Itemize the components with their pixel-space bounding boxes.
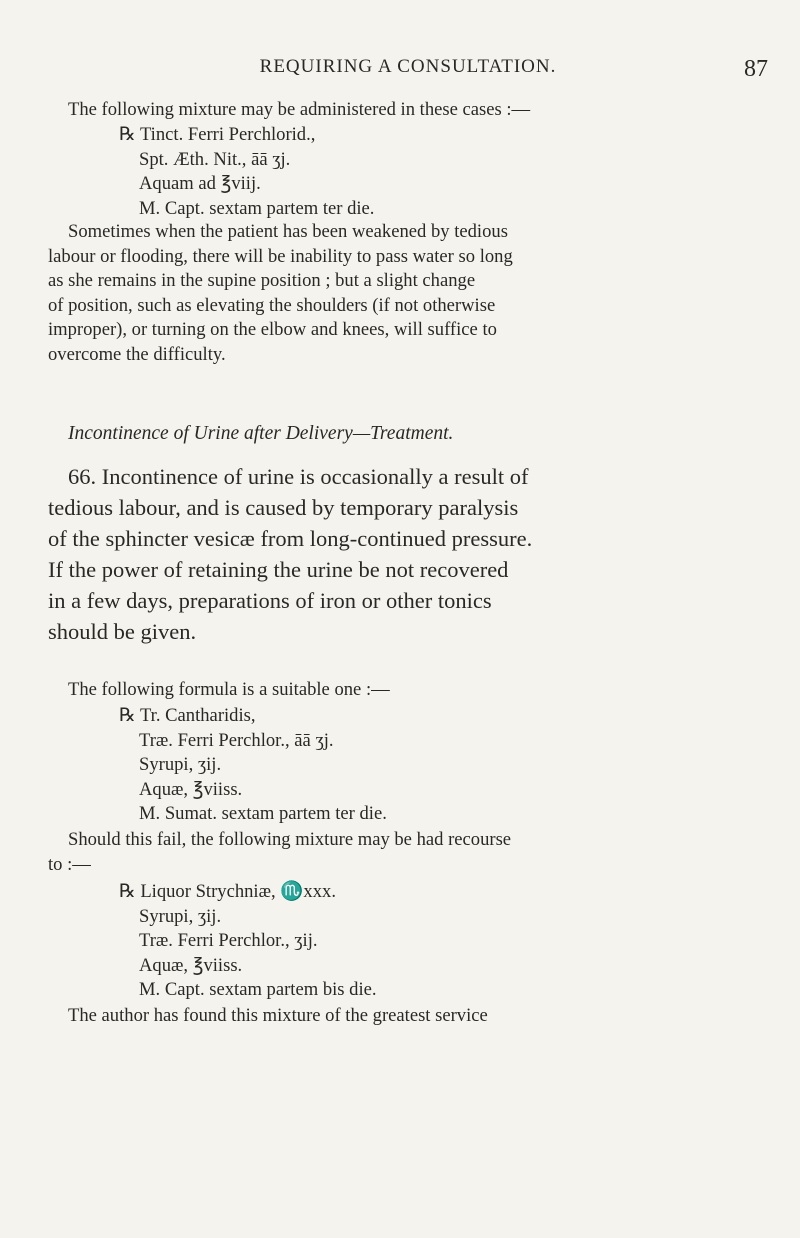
text-line: The following mixture may be administered in these cases :— xyxy=(68,99,531,120)
prescription-line: Syrupi, ʒij. xyxy=(139,905,222,927)
prescription-3 xyxy=(48,880,768,1003)
prescription-line: ℞ Tinct. Ferri Perchlorid., xyxy=(119,124,316,145)
text-line: The following formula is a suitable one :— xyxy=(68,679,390,700)
section-heading-block xyxy=(48,422,768,447)
prescription-line: Syrupi, ʒij. xyxy=(139,754,222,775)
prescription-line: M. Sumat. sextam partem ter die. xyxy=(139,803,387,824)
running-head: REQUIRING A CONSULTATION. xyxy=(259,56,557,77)
page-number: 87 xyxy=(744,56,768,82)
text-line: 66. Incontinence of urine is occasionally a result of xyxy=(68,464,529,489)
text-line: Sometimes when the patient has been weakened by tedious xyxy=(68,221,508,242)
prescription-line: M. Capt. sextam partem bis die. xyxy=(139,979,377,1000)
prescription-line: M. Capt. sextam partem ter die. xyxy=(139,197,375,219)
text-line: labour or flooding, there will be inability to pass water so long xyxy=(48,245,513,267)
text-line: of the sphincter vesicæ from long-continued pressure. xyxy=(48,526,533,551)
prescription-line: ℞ Liquor Strychniæ, ♏xxx. xyxy=(119,881,336,902)
prescription-2 xyxy=(48,704,768,827)
page-header xyxy=(48,56,768,86)
text-line: to :— xyxy=(48,853,91,875)
prescription-line: Træ. Ferri Perchlor., āā ʒj. xyxy=(139,729,334,751)
text-line: should be given. xyxy=(48,619,197,644)
text-line: The author has found this mixture of the greatest service xyxy=(68,1005,488,1026)
prescription-1 xyxy=(48,123,768,221)
intro-paragraph xyxy=(48,98,768,123)
prescription-line: Aquæ, ℥viiss. xyxy=(139,954,243,976)
text-line: Should this fail, the following mixture may be had recourse xyxy=(68,829,512,850)
formula-intro-paragraph xyxy=(48,678,768,703)
closing-paragraph xyxy=(48,1004,768,1029)
prescription-line: Spt. Æth. Nit., āā ʒj. xyxy=(139,148,291,170)
text-line: tedious labour, and is caused by temporary paralysis xyxy=(48,495,519,520)
text-line: improper), or turning on the elbow and knees, will suffice to xyxy=(48,319,497,340)
section-heading: Incontinence of Urine after Delivery—Treatment. xyxy=(68,423,454,444)
prescription-line: Træ. Ferri Perchlor., ʒij. xyxy=(139,930,318,951)
prescription-line: Aquæ, ℥viiss. xyxy=(139,778,243,800)
text-line: as she remains in the supine position ; but a slight change xyxy=(48,270,476,291)
text-line: in a few days, preparations of iron or other tonics xyxy=(48,588,492,613)
paragraph-1 xyxy=(48,220,768,367)
prescription-line: Aquam ad ℥viij. xyxy=(139,173,261,194)
text-line: overcome the difficulty. xyxy=(48,343,226,365)
text-line: of position, such as elevating the shoulders (if not otherwise xyxy=(48,294,496,316)
section-66-paragraph xyxy=(48,461,768,647)
prescription-line: ℞ Tr. Cantharidis, xyxy=(119,705,256,726)
text-line: If the power of retaining the urine be not recovered xyxy=(48,557,509,582)
fail-paragraph xyxy=(48,828,768,877)
